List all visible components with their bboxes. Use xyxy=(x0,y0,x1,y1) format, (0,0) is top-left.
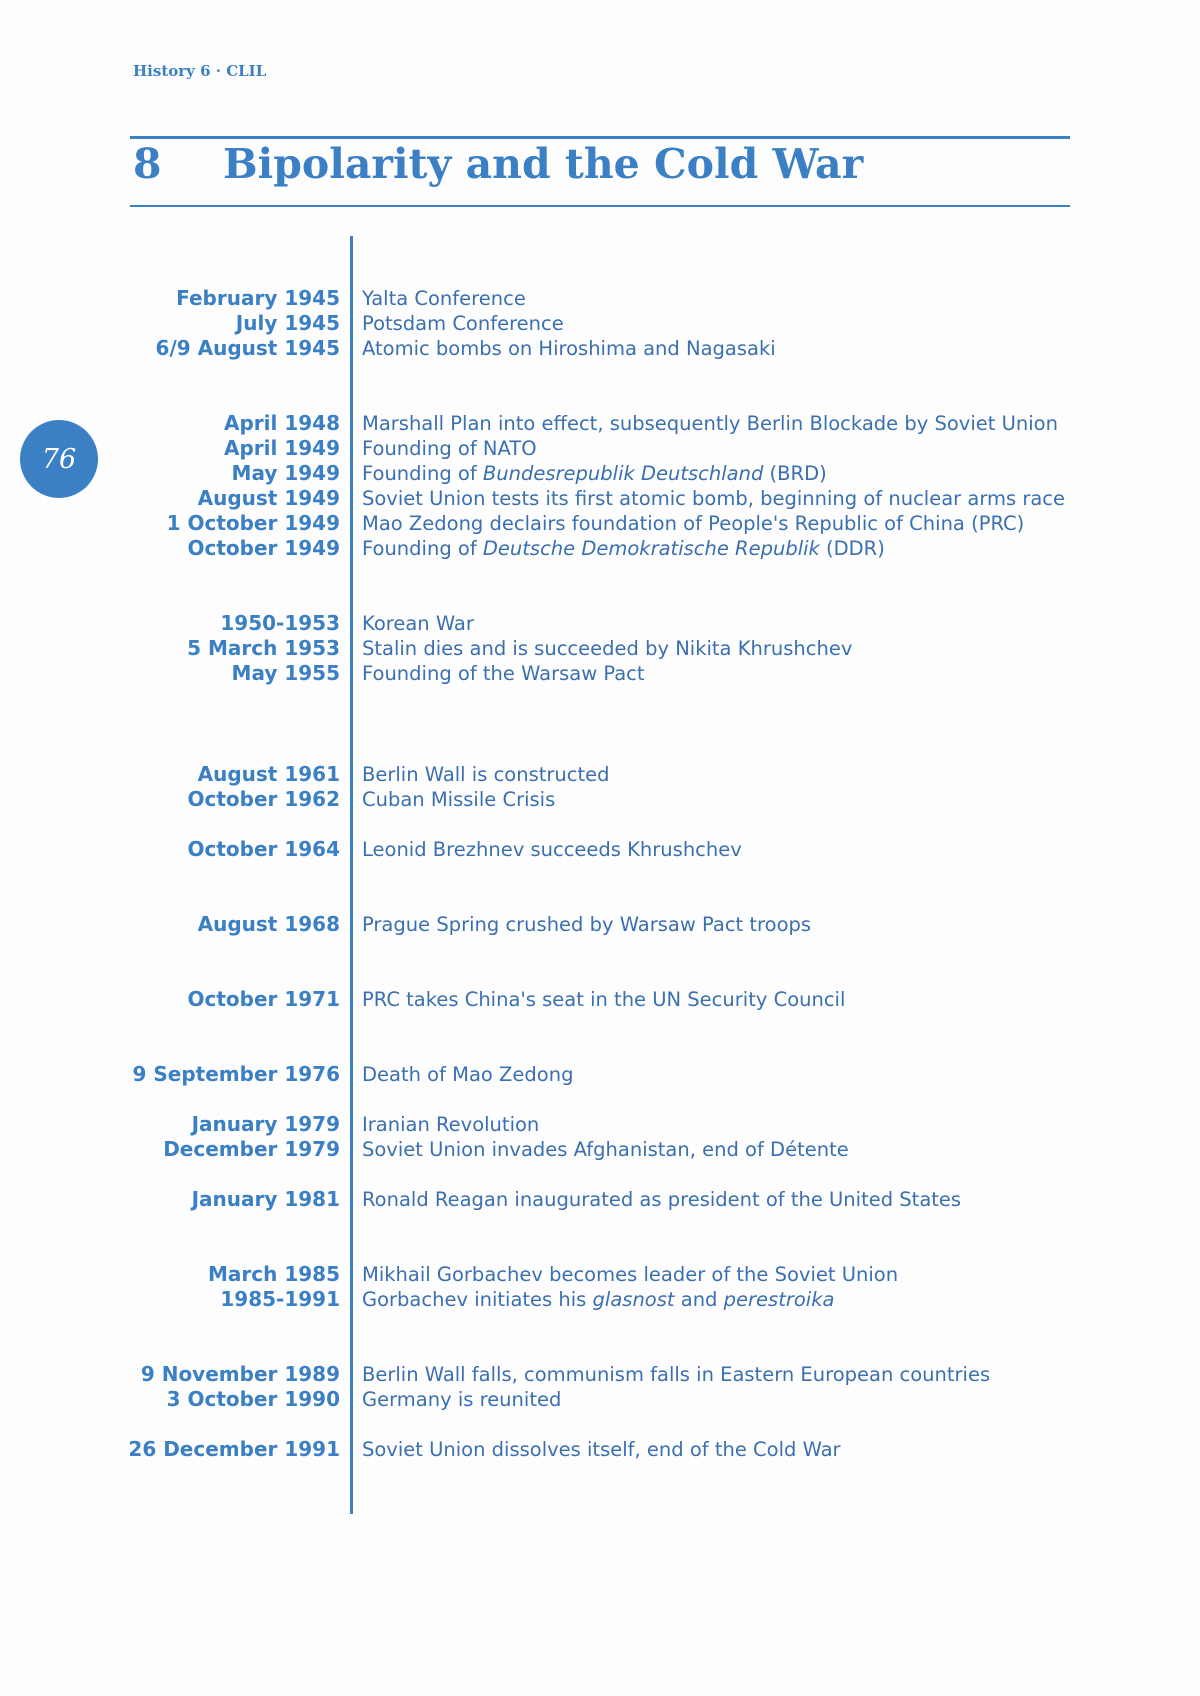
timeline-event: PRC takes China's seat in the UN Security Council xyxy=(362,988,846,1011)
timeline-row xyxy=(0,912,1200,937)
timeline-date: May 1949 xyxy=(231,461,340,485)
timeline-event: Founding of Bundesrepublik Deutschland (BRD) xyxy=(362,462,827,485)
timeline-date: August 1961 xyxy=(197,762,340,786)
timeline-row xyxy=(0,837,1200,862)
timeline-row xyxy=(0,1112,1200,1137)
timeline-row xyxy=(0,336,1200,361)
timeline-row xyxy=(0,461,1200,486)
timeline-row xyxy=(0,762,1200,787)
timeline-date: April 1949 xyxy=(224,436,340,460)
timeline-date: July 1945 xyxy=(235,311,340,335)
timeline-event: Soviet Union tests its first atomic bomb, beginning of nuclear arms race xyxy=(362,487,1066,510)
timeline-event: Korean War xyxy=(362,612,474,635)
timeline-event: Soviet Union invades Afghanistan, end of Détente xyxy=(362,1138,849,1161)
timeline-row xyxy=(0,1437,1200,1462)
timeline-event: Soviet Union dissolves itself, end of the Cold War xyxy=(362,1438,841,1461)
running-head: History 6 · CLIL xyxy=(133,62,267,80)
timeline-row xyxy=(0,1062,1200,1087)
timeline-date: January 1981 xyxy=(191,1187,340,1211)
timeline-event: Mao Zedong declairs foundation of People's Republic of China (PRC) xyxy=(362,512,1025,535)
timeline-row xyxy=(0,636,1200,661)
timeline-row xyxy=(0,436,1200,461)
timeline-row xyxy=(0,1262,1200,1287)
timeline-event: Atomic bombs on Hiroshima and Nagasaki xyxy=(362,337,776,360)
timeline-event: Leonid Brezhnev succeeds Khrushchev xyxy=(362,838,742,861)
timeline-date: 6/9 August 1945 xyxy=(155,336,340,360)
timeline-row xyxy=(0,787,1200,812)
timeline-row xyxy=(0,987,1200,1012)
timeline-event: Mikhail Gorbachev becomes leader of the Soviet Union xyxy=(362,1263,899,1286)
timeline-event: Stalin dies and is succeeded by Nikita Khrushchev xyxy=(362,637,853,660)
timeline-event: Death of Mao Zedong xyxy=(362,1063,574,1086)
timeline-event: Founding of Deutsche Demokratische Republik (DDR) xyxy=(362,537,885,560)
timeline-date: August 1949 xyxy=(197,486,340,510)
timeline-row xyxy=(0,311,1200,336)
timeline-date: March 1985 xyxy=(208,1262,340,1286)
timeline-event: Germany is reunited xyxy=(362,1388,562,1411)
timeline-date: 9 September 1976 xyxy=(132,1062,340,1086)
timeline-row xyxy=(0,1362,1200,1387)
timeline-event: Gorbachev initiates his glasnost and perestroika xyxy=(362,1288,835,1311)
timeline-event: Potsdam Conference xyxy=(362,312,564,335)
timeline-event: Ronald Reagan inaugurated as president of the United States xyxy=(362,1188,962,1211)
timeline-date: 1 October 1949 xyxy=(166,511,340,535)
chapter-title: Bipolarity and the Cold War xyxy=(223,140,864,188)
timeline-event: Berlin Wall is constructed xyxy=(362,763,610,786)
timeline-row xyxy=(0,536,1200,561)
chapter-number: 8 xyxy=(133,140,162,188)
timeline-row xyxy=(0,411,1200,436)
timeline-row xyxy=(0,1287,1200,1312)
timeline-date: January 1979 xyxy=(191,1112,340,1136)
timeline-event: Iranian Revolution xyxy=(362,1113,540,1136)
timeline-event: Berlin Wall falls, communism falls in Eastern European countries xyxy=(362,1363,991,1386)
timeline-row xyxy=(0,286,1200,311)
timeline-date: 1985-1991 xyxy=(220,1287,340,1311)
title-rule-top xyxy=(130,136,1070,139)
timeline-event: Marshall Plan into effect, subsequently Berlin Blockade by Soviet Union xyxy=(362,412,1058,435)
timeline-row xyxy=(0,661,1200,686)
timeline-event: Prague Spring crushed by Warsaw Pact troops xyxy=(362,913,812,936)
chapter-heading xyxy=(133,140,863,188)
timeline-date: February 1945 xyxy=(176,286,340,310)
timeline-event: Founding of NATO xyxy=(362,437,537,460)
timeline-date: August 1968 xyxy=(197,912,340,936)
timeline-row xyxy=(0,611,1200,636)
timeline-date: October 1971 xyxy=(187,987,340,1011)
timeline-date: 1950-1953 xyxy=(220,611,340,635)
page-number-badge: 76 xyxy=(20,420,98,498)
timeline-date: October 1962 xyxy=(187,787,340,811)
timeline-date: April 1948 xyxy=(224,411,340,435)
timeline-event: Yalta Conference xyxy=(362,287,526,310)
timeline-row xyxy=(0,1187,1200,1212)
timeline-date: 5 March 1953 xyxy=(187,636,340,660)
timeline-date: December 1979 xyxy=(163,1137,340,1161)
timeline-date: October 1964 xyxy=(187,837,340,861)
timeline-date: October 1949 xyxy=(187,536,340,560)
timeline-date: May 1955 xyxy=(231,661,340,685)
timeline-row xyxy=(0,1137,1200,1162)
timeline-date: 3 October 1990 xyxy=(166,1387,340,1411)
timeline-date: 9 November 1989 xyxy=(140,1362,340,1386)
timeline-event: Cuban Missile Crisis xyxy=(362,788,556,811)
timeline-event: Founding of the Warsaw Pact xyxy=(362,662,645,685)
timeline-row xyxy=(0,486,1200,511)
timeline-row xyxy=(0,511,1200,536)
title-rule-bottom xyxy=(130,205,1070,207)
timeline-row xyxy=(0,1387,1200,1412)
timeline-date: 26 December 1991 xyxy=(128,1437,340,1461)
